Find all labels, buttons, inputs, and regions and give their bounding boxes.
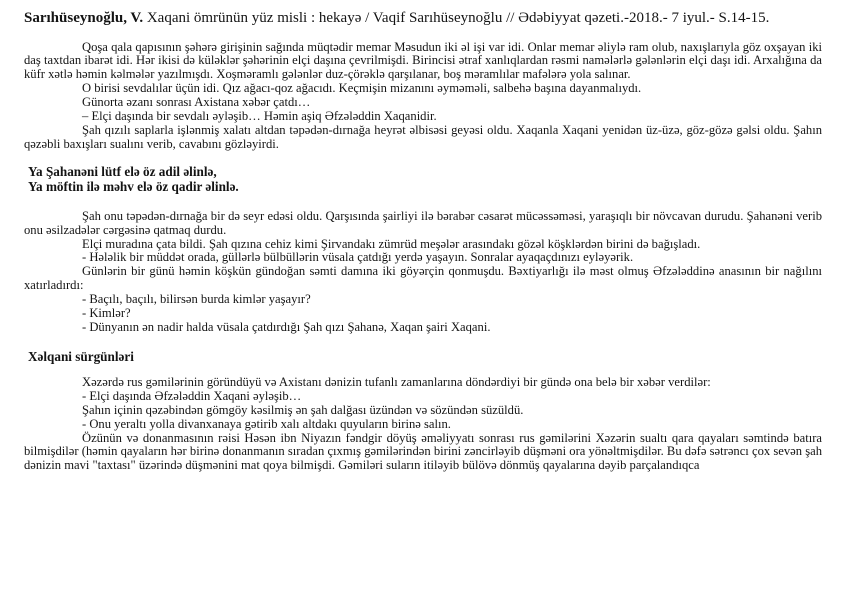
poem-line: Ya möftin ilə məhv elə öz qadir əlinlə. xyxy=(28,178,239,194)
citation-author: Sarıhüseynoğlu, V. xyxy=(24,10,144,26)
paragraph: Özünün və donanmasının rəisi Həsən ibn Niyazın fəndgir döyüş əməliyyatı sonrası rus gəmilərini Xəzərin sualtı qara qayaları səmtində batıra bilmişdilər (həmin qayaların hər birinə donanmanın sıradan çıxmış gəmilərindən birini zəncirləyib düşməni ora yönəltmişdilər. Bu dəfə sətrəncı çox sevən şah dənizin mavi "taxtası" üzərində düşmənini mat qoya bilmişdi. Gəmiləri suların itiləyib bülövə dönmüş qayalarına dəyib parçalandıqca xyxy=(24,430,822,473)
poem-quote xyxy=(28,164,822,194)
paragraph: - Elçi daşında Əfzələddin Xaqani əyləşib… xyxy=(82,388,302,403)
paragraph: Şah qızılı saplarla işlənmiş xalatı altdan təpədən-dırnağa heyrət əlbisəsi geyəsi oldu. Xaqanla Xaqani yenidən üz-üzə, göz-gözə gəlsi oldu. Şahın qəzəbli baxışları sualını verib, cavabını gözləyirdi. xyxy=(24,122,822,151)
paragraph: - Dünyanın ən nadir halda vüsala çatdırdığı Şah qızı Şahanə, Xaqan şairi Xaqani. xyxy=(82,320,491,334)
paragraph: Şahın içinin qəzəbindən gömgöy kəsilmiş ən şah dalğası üzündən və sözündən süzüldü. xyxy=(82,402,524,417)
paragraph: - Onu yeraltı yolla divanxanaya gətirib xalı altdakı quyuların birinə salın. xyxy=(82,416,451,431)
poem-line: Ya Şahanəni lütf elə öz adil əlinlə, xyxy=(28,163,217,179)
paragraph: Elçi muradına çata bildi. Şah qızına cehiz kimi Şirvandakı zümrüd meşələr arasındakı gözəl köşklərdən birini də bağışladı. xyxy=(82,236,701,251)
paragraph: - Baçılı, baçılı, bilirsən burda kimlər yaşayır? xyxy=(82,292,311,307)
section-1 xyxy=(24,41,822,152)
section-2 xyxy=(24,210,822,335)
citation-text: Xaqani ömrünün yüz misli : hekayə / Vaqif Sarıhüseynoğlu // Ədəbiyyat qəzeti.-2018.- 7 iyul.- S.14-15. xyxy=(143,10,770,26)
paragraph: Günorta əzanı sonrası Axistana xəbər çatdı… xyxy=(82,95,311,110)
paragraph: O birisi sevdalılar üçün idi. Qız ağacı-qoz ağacıdı. Keçmişin mizanını əyməməli, salbehə başına dayanmalıydı. xyxy=(82,81,642,96)
paragraph: Xəzərdə rus gəmilərinin göründüyü və Axistanı dənizin tufanlı zamanlarına döndərdiyi bir gündə ona belə bir xəbər verdilər: xyxy=(82,374,711,389)
citation xyxy=(24,10,822,27)
paragraph: – Elçi daşında bir sevdalı əyləşib… Həmin aşiq Əfzələddin Xaqanidir. xyxy=(82,109,437,124)
paragraph: Şah onu təpədən-dırnağa bir də seyr edəsi oldu. Qarşısında şairliyi ilə bərabər cəsarət mücəssəməsi, yaraşıqlı bir növcavan durudu. Şahanəni verib onu əsilzadələr cərgəsinə qatmaq durdu. xyxy=(24,208,822,237)
paragraph: Günlərin bir günü həmin köşkün gündoğan səmti damına iki göyərçin qonmuşdu. Bəxtiyarlığı ilə məst olmuş Əfzələddinə anasının bir nağılını xatırladırdı: xyxy=(24,264,822,293)
section-3 xyxy=(24,376,822,473)
paragraph: - Kimlər? xyxy=(82,306,131,321)
paragraph: - Hələlik bir müddət orada, güllərlə bülbüllərin vüsala çatdığı yerdə yaşayın. Sonralar ayaqaçdınızı eyləyərik. xyxy=(82,250,634,265)
paragraph: Qoşa qala qapısının şəhərə girişinin sağında müqtədir memar Məsudun iki əl işi var idi. Onlar memar əliylə ram olub, naxışlarıyla göz oxşayan iki daş taxtdan ibarət idi. Hər ikisi də küləklər şəhərinin elçi daşına çevrilmişdi. Birincisi ətraf xanlıqlardan rəsmi namələrlə gələnlərin elçi daşı idi. Arxalığına da küfr xətlə həmin kəlmələr yazılmışdı. Xoşməramlı gələnlər duz-çörəklə qarşılanar, boş məramlılar mafələrə yola salınar. xyxy=(24,39,822,82)
section-heading: Xəlqani sürgünləri xyxy=(28,348,134,364)
